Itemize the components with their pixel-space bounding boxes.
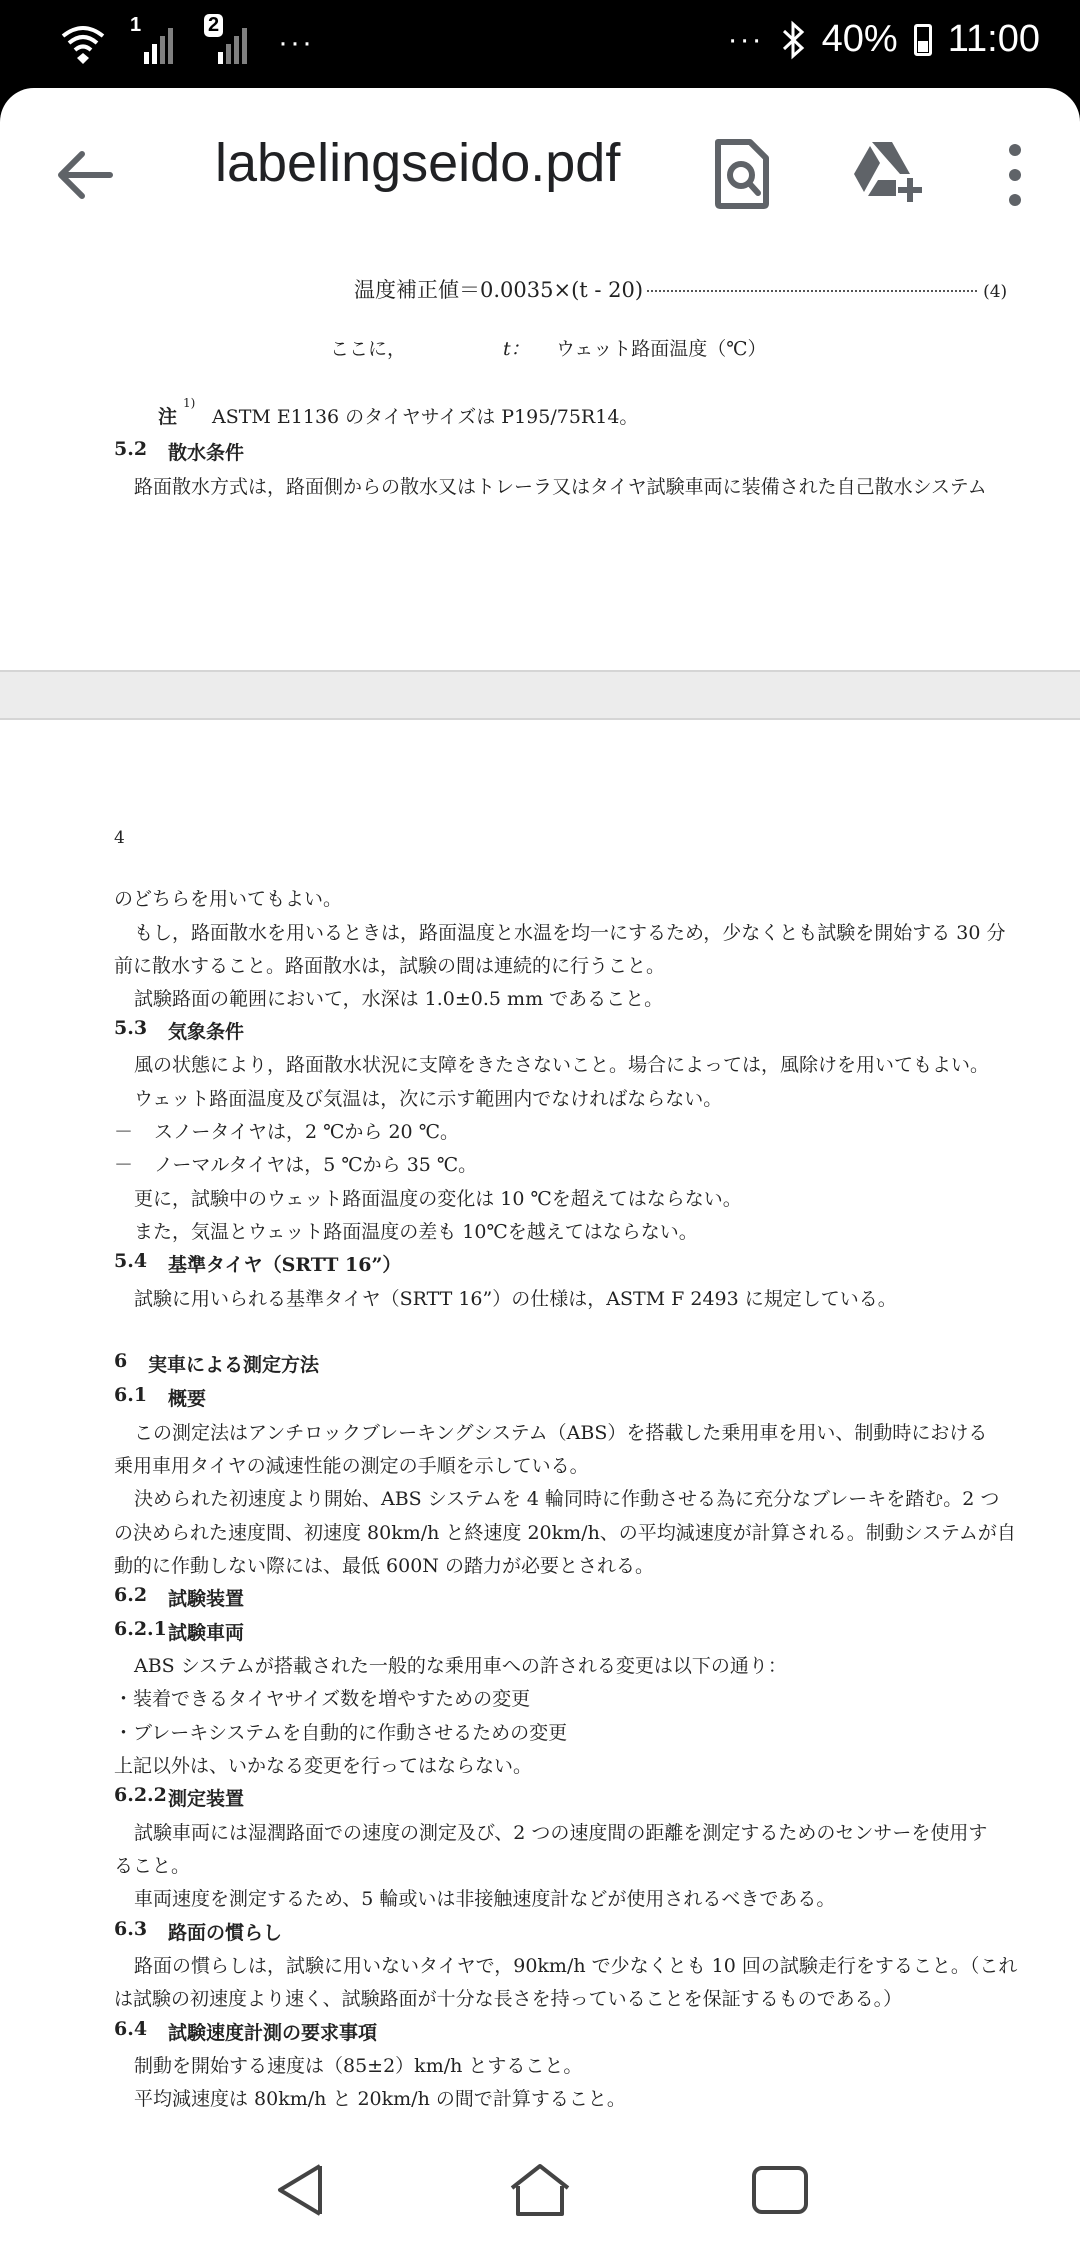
s621-num: 6.2.1 xyxy=(114,1618,167,1640)
body-line: 制動を開始する速度は（85±2）km/h とすること。 xyxy=(134,2055,583,2077)
s54-num: 5.4 xyxy=(114,1250,148,1272)
status-bar xyxy=(0,0,1080,88)
s63-title: 路面の慣らし xyxy=(168,1922,283,1944)
body-line: 試験路面の範囲において，水深は 1.0±0.5 mm であること。 xyxy=(134,988,664,1010)
s52-p1: 路面散水方式は，路面側からの散水又はトレーラ又はタイヤ試験車両に装備された自己散水システム xyxy=(134,476,987,498)
sim1-label: 1 xyxy=(130,14,142,36)
recents-icon[interactable] xyxy=(748,2158,812,2222)
s52-num: 5.2 xyxy=(114,438,148,460)
formula-line xyxy=(354,274,1007,304)
body-line: ウェット路面温度及び気温は，次に示す範囲内でなければならない。 xyxy=(134,1088,723,1110)
battery-icon xyxy=(914,24,932,56)
add-to-drive-icon[interactable] xyxy=(852,138,924,204)
s64-title: 試験速度計測の要求事項 xyxy=(168,2022,378,2044)
navigation-bar xyxy=(0,2128,1080,2246)
app-bar xyxy=(0,88,1080,258)
wifi-icon xyxy=(60,20,106,66)
s622-title: 測定装置 xyxy=(168,1788,245,1810)
list-item: スノータイヤは，2 ℃から 20 ℃。 xyxy=(154,1121,459,1143)
pdf-viewport[interactable] xyxy=(0,258,1080,2128)
note-text: ASTM E1136 のタイヤサイズは P195/75R14。 xyxy=(212,406,639,428)
page-number: 4 xyxy=(114,828,125,848)
body-line: 前に散水すること。路面散水は，試験の間は連続的に行うこと。 xyxy=(114,955,666,977)
s53-title: 気象条件 xyxy=(168,1021,245,1043)
sim2-signal-icon xyxy=(204,14,254,68)
s622-num: 6.2.2 xyxy=(114,1784,167,1806)
sim1-signal-icon xyxy=(130,14,180,68)
clock: 11:00 xyxy=(947,18,1040,60)
s621-title: 試験車両 xyxy=(168,1622,245,1644)
body-line: ・装着できるタイヤサイズ数を増やすための変更 xyxy=(114,1688,531,1710)
body-line: 試験車両には湿潤路面での速度の測定及び、2 つの速度間の距離を測定するためのセンサーを使用す xyxy=(134,1822,988,1844)
var-t-desc: ウェット路面温度（℃） xyxy=(556,338,767,360)
notifications-overflow: ··· xyxy=(278,26,314,59)
document-title: labelingseido.pdf xyxy=(215,133,621,193)
body-line: のどちらを用いてもよい。 xyxy=(114,888,343,910)
bluetooth-icon xyxy=(780,20,806,60)
pdf-page-3 xyxy=(0,258,1080,672)
sim2-label: 2 xyxy=(204,14,223,37)
back-arrow-icon[interactable] xyxy=(50,140,120,210)
s61-title: 概要 xyxy=(168,1388,207,1410)
body-line: もし，路面散水を用いるときは，路面温度と水温を均一にするため，少なくとも試験を開始する 30 分 xyxy=(134,922,1006,944)
body-line: ること。 xyxy=(114,1855,191,1877)
body-line: 路面の慣らしは，試験に用いないタイヤで，90km/h で少なくとも 10 回の試験走行をすること。（これ xyxy=(134,1955,1018,1977)
s6-title: 実車による測定方法 xyxy=(148,1354,320,1376)
s54-title: 基準タイヤ（SRTT 16”） xyxy=(168,1254,402,1276)
body-line: 決められた初速度より開始、ABS システムを 4 輪同時に作動させる為に充分なブレーキを踏む。2 つ xyxy=(134,1488,1000,1510)
list-dash: － xyxy=(114,1154,134,1176)
body-line: 風の状態により，路面散水状況に支障をきたさないこと。場合によっては，風除けを用いてもよい。 xyxy=(134,1054,990,1076)
formula-number: (4) xyxy=(983,282,1008,302)
s62-num: 6.2 xyxy=(114,1584,148,1606)
s64-num: 6.4 xyxy=(114,2018,148,2040)
body-line: 試験に用いられる基準タイヤ（SRTT 16”）の仕様は，ASTM F 2493 に規定している。 xyxy=(134,1288,897,1310)
body-line: 動的に作動しない際には、最低 600N の踏力が必要とされる。 xyxy=(114,1555,654,1577)
var-t: t： xyxy=(503,338,530,360)
note-sup: 1) xyxy=(183,396,196,410)
body-line: 平均減速度は 80km/h と 20km/h の間で計算すること。 xyxy=(134,2088,626,2110)
body-line: 更に，試験中のウェット路面温度の変化は 10 ℃を超えてはならない。 xyxy=(134,1188,742,1210)
formula-left: 温度補正値＝0.0035×(t - 20) xyxy=(354,278,644,302)
list-dash: － xyxy=(114,1121,134,1143)
note-label: 注 xyxy=(158,406,178,428)
s61-num: 6.1 xyxy=(114,1384,148,1406)
battery-percent: 40% xyxy=(821,18,898,60)
pdf-page-4 xyxy=(0,718,1080,2128)
s62-title: 試験装置 xyxy=(168,1588,245,1610)
body-line: 上記以外は、いかなる変更を行ってはならない。 xyxy=(114,1755,533,1777)
body-line: ・ブレーキシステムを自動的に作動させるための変更 xyxy=(114,1722,568,1744)
s6-num: 6 xyxy=(114,1350,128,1372)
body-line: は試験の初速度より速く、試験路面が十分な長さを持っていることを保証するものである。） xyxy=(114,1988,903,2010)
body-line: 乗用車用タイヤの減速性能の測定の手順を示している。 xyxy=(114,1455,589,1477)
s63-num: 6.3 xyxy=(114,1918,148,1940)
where-label: ここに， xyxy=(330,338,407,360)
more-vert-icon[interactable] xyxy=(995,140,1035,210)
status-overflow: ··· xyxy=(727,22,764,56)
search-document-icon[interactable] xyxy=(712,138,772,210)
body-line: 車両速度を測定するため、5 輪或いは非接触速度計などが使用されるべきである。 xyxy=(134,1888,836,1910)
formula-leader xyxy=(647,290,977,292)
body-line: の決められた速度間、初速度 80km/h と終速度 20km/h、の平均減速度が計算される。制動システムが自 xyxy=(114,1522,1016,1544)
body-line: また，気温とウェット路面温度の差も 10℃を越えてはならない。 xyxy=(134,1221,698,1243)
back-triangle-icon[interactable] xyxy=(272,2158,336,2222)
home-icon[interactable] xyxy=(508,2158,572,2222)
s53-num: 5.3 xyxy=(114,1017,148,1039)
body-line: この測定法はアンチロックブレーキングシステム（ABS）を搭載した乗用車を用い、制動時における xyxy=(134,1422,988,1444)
s52-title: 散水条件 xyxy=(168,442,245,464)
list-item: ノーマルタイヤは，5 ℃から 35 ℃。 xyxy=(154,1154,478,1176)
body-line: ABS システムが搭載された一般的な乗用車への許される変更は以下の通り： xyxy=(134,1655,787,1677)
